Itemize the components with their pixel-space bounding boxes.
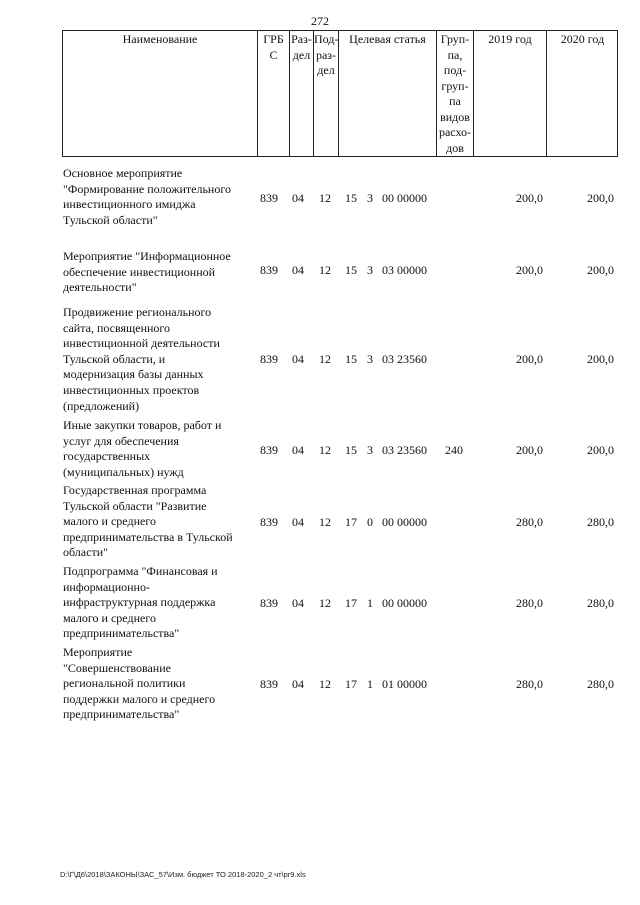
row-target-subprogram: 0 bbox=[367, 515, 373, 529]
row-2019: 200,0 bbox=[516, 443, 543, 457]
row-podrazdel: 12 bbox=[319, 191, 331, 205]
row-2020: 200,0 bbox=[587, 443, 614, 457]
row-name: Основное мероприятие "Формирование положительного инвестиционного имиджа Тульской области" bbox=[63, 166, 231, 227]
row-target-subprogram: 3 bbox=[367, 352, 373, 366]
row-target-activity: 00 bbox=[382, 191, 394, 205]
row-2020: 280,0 bbox=[587, 596, 614, 610]
row-2020: 280,0 bbox=[587, 677, 614, 691]
row-podrazdel: 12 bbox=[319, 677, 331, 691]
row-grbs: 839 bbox=[260, 596, 278, 610]
row-name: Мероприятие "Совершенствование региональной политики поддержки малого и среднего предпринимательства" bbox=[63, 645, 216, 722]
row-grbs: 839 bbox=[260, 191, 278, 205]
row-2019: 280,0 bbox=[516, 596, 543, 610]
row-name: Подпрограмма "Финансовая и информационно- инфраструктурная поддержка малого и среднего предпринимательства" bbox=[63, 564, 218, 641]
row-expense-type: 240 bbox=[445, 443, 463, 457]
row-podrazdel: 12 bbox=[319, 596, 331, 610]
row-grbs: 839 bbox=[260, 677, 278, 691]
row-2020: 200,0 bbox=[587, 263, 614, 277]
row-target-direction: 00000 bbox=[397, 677, 427, 691]
row-podrazdel: 12 bbox=[319, 515, 331, 529]
row-target-activity: 00 bbox=[382, 515, 394, 529]
row-target-program: 15 bbox=[345, 263, 357, 277]
header-expense-type: Груп- па, под- груп- па видов расхо- дов bbox=[436, 31, 473, 156]
row-razdel: 04 bbox=[292, 596, 304, 610]
row-grbs: 839 bbox=[260, 515, 278, 529]
header-2020: 2020 год bbox=[546, 31, 618, 156]
row-target-program: 17 bbox=[345, 596, 357, 610]
row-name: Государственная программа Тульской области "Развитие малого и среднего предпринимательства в Тульской области" bbox=[63, 483, 233, 560]
row-target-program: 17 bbox=[345, 515, 357, 529]
row-target-activity: 01 bbox=[382, 677, 394, 691]
row-name: Мероприятие "Информационное обеспечение инвестиционной деятельности" bbox=[63, 249, 231, 295]
row-target-direction: 00000 bbox=[397, 515, 427, 529]
row-name: Иные закупки товаров, работ и услуг для обеспечения государственных (муниципальных) нужд bbox=[63, 418, 222, 479]
row-target-subprogram: 3 bbox=[367, 263, 373, 277]
row-target-direction: 00000 bbox=[397, 191, 427, 205]
header-name: Наименование bbox=[122, 32, 198, 46]
row-podrazdel: 12 bbox=[319, 263, 331, 277]
header-podrazdel: Под- раз- дел bbox=[313, 31, 338, 156]
row-target-direction: 23560 bbox=[397, 443, 427, 457]
row-razdel: 04 bbox=[292, 443, 304, 457]
row-target-program: 15 bbox=[345, 443, 357, 457]
row-target-direction: 00000 bbox=[397, 596, 427, 610]
header-2019: 2019 год bbox=[473, 31, 546, 156]
row-razdel: 04 bbox=[292, 352, 304, 366]
row-2019: 200,0 bbox=[516, 263, 543, 277]
row-target-subprogram: 3 bbox=[367, 443, 373, 457]
row-target-program: 15 bbox=[345, 191, 357, 205]
row-2020: 200,0 bbox=[587, 191, 614, 205]
header-grbs: ГРБ С bbox=[257, 31, 289, 156]
row-razdel: 04 bbox=[292, 263, 304, 277]
row-2019: 280,0 bbox=[516, 677, 543, 691]
row-target-activity: 00 bbox=[382, 596, 394, 610]
row-2019: 200,0 bbox=[516, 352, 543, 366]
row-target-subprogram: 1 bbox=[367, 596, 373, 610]
table-header bbox=[62, 30, 618, 157]
row-podrazdel: 12 bbox=[319, 443, 331, 457]
row-2020: 280,0 bbox=[587, 515, 614, 529]
file-path-footer: D:\Г\Д6\2018\ЗАКОНЫ\ЗАС_57\Изм. бюджет ТО 2018-2020_2 чт\pr9.xls bbox=[60, 870, 306, 879]
row-razdel: 04 bbox=[292, 677, 304, 691]
page-number: 272 bbox=[311, 14, 329, 28]
header-razdel: Раз- дел bbox=[289, 31, 313, 156]
row-target-activity: 03 bbox=[382, 352, 394, 366]
row-target-program: 17 bbox=[345, 677, 357, 691]
row-grbs: 839 bbox=[260, 263, 278, 277]
row-target-subprogram: 3 bbox=[367, 191, 373, 205]
row-target-activity: 03 bbox=[382, 443, 394, 457]
row-target-direction: 00000 bbox=[397, 263, 427, 277]
row-grbs: 839 bbox=[260, 352, 278, 366]
header-target-article: Целевая статья bbox=[338, 31, 436, 156]
row-target-direction: 23560 bbox=[397, 352, 427, 366]
row-2019: 200,0 bbox=[516, 191, 543, 205]
row-razdel: 04 bbox=[292, 515, 304, 529]
row-grbs: 839 bbox=[260, 443, 278, 457]
row-2019: 280,0 bbox=[516, 515, 543, 529]
row-target-subprogram: 1 bbox=[367, 677, 373, 691]
row-razdel: 04 bbox=[292, 191, 304, 205]
row-target-activity: 03 bbox=[382, 263, 394, 277]
row-2020: 200,0 bbox=[587, 352, 614, 366]
row-name: Продвижение регионального сайта, посвященного инвестиционной деятельности Тульской области, и модернизация базы данных инвестиционных проектов (предложений) bbox=[63, 305, 220, 413]
row-podrazdel: 12 bbox=[319, 352, 331, 366]
row-target-program: 15 bbox=[345, 352, 357, 366]
